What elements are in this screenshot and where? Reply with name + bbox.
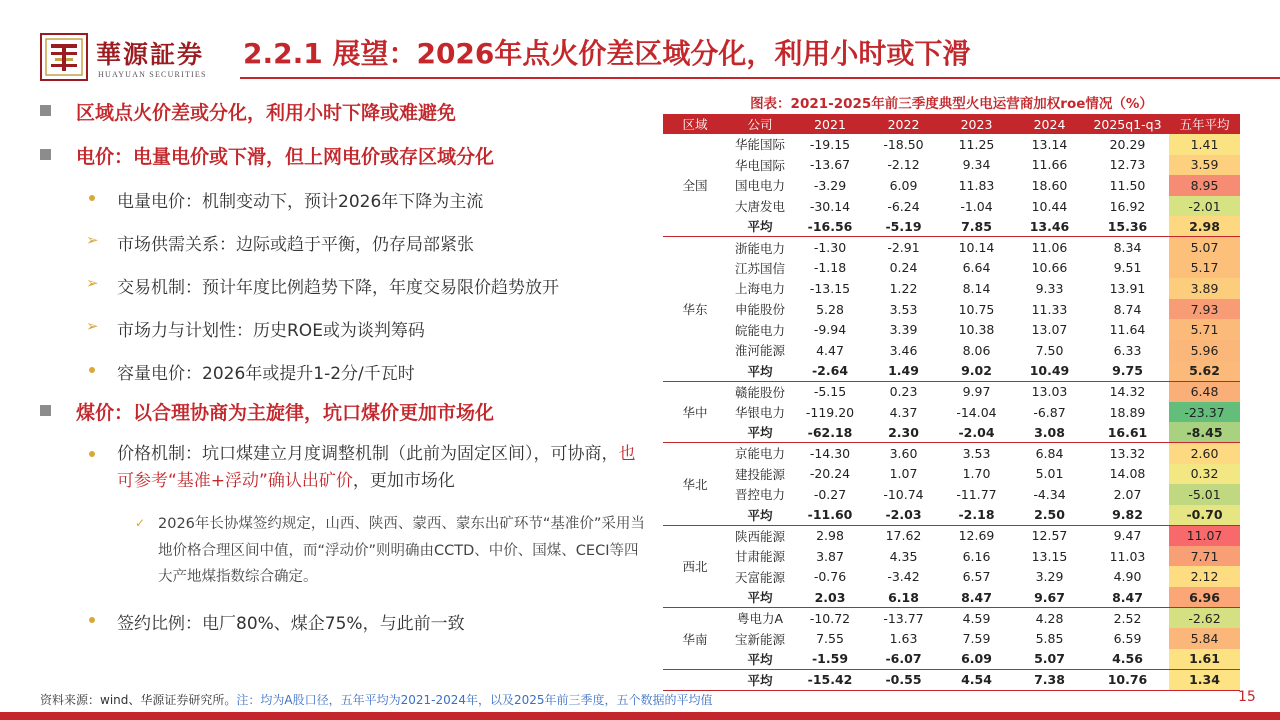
- value-cell: -1.30: [813, 240, 847, 256]
- value-cell: -20.24: [809, 466, 851, 482]
- table-header-row: [663, 114, 1240, 134]
- value-cell: 11.83: [958, 177, 995, 193]
- region-cell: 华中: [663, 381, 727, 443]
- value-cell: 10.38: [958, 322, 995, 338]
- value-cell: 10.14: [958, 240, 995, 256]
- five-year-average-cell: 7.71: [1169, 546, 1240, 567]
- square-bullet-icon: [40, 149, 51, 160]
- region-cell: 华南: [663, 608, 727, 670]
- five-year-average-cell: 8.95: [1169, 175, 1240, 196]
- average-value-cell: 3.08: [1013, 422, 1086, 443]
- five-year-average-cell: 5.96: [1169, 340, 1240, 361]
- value-cell: -19.15: [809, 136, 851, 152]
- table-row: [663, 566, 1240, 587]
- average-value-cell: 7.85: [940, 216, 1013, 237]
- value-cell: -10.74: [883, 486, 924, 502]
- value-cell: 17.62: [885, 528, 922, 544]
- value-cell: 10.66: [1031, 260, 1068, 276]
- value-cell: 6.09: [889, 177, 918, 193]
- table-row: [663, 134, 1240, 155]
- table-row: [663, 299, 1240, 320]
- square-bullet-icon: [40, 105, 51, 116]
- table-row: [663, 525, 1240, 546]
- value-cell: -30.14: [809, 198, 851, 214]
- value-cell: 9.97: [962, 384, 991, 400]
- value-cell: 9.47: [1113, 528, 1142, 544]
- average-value-cell: 9.75: [1086, 361, 1169, 382]
- value-cell: -0.27: [813, 486, 847, 502]
- value-cell: 5.28: [816, 301, 844, 317]
- average-value-cell: -1.59: [793, 649, 867, 670]
- value-cell: 9.33: [1035, 280, 1064, 296]
- region-cell: 华东: [663, 237, 727, 381]
- value-cell: -1.18: [813, 260, 847, 276]
- logo-english-name: HUAYUAN SECURITIES: [98, 70, 207, 79]
- value-cell: -6.24: [887, 198, 920, 214]
- value-cell: 11.64: [1109, 322, 1146, 338]
- five-year-average-cell: -23.37: [1169, 402, 1240, 423]
- value-cell: 8.06: [962, 342, 991, 358]
- company-cell: 京能电力: [734, 446, 785, 462]
- five-year-average-cell: 6.48: [1169, 381, 1240, 402]
- value-cell: 6.33: [1113, 342, 1142, 358]
- table-row: [663, 175, 1240, 196]
- logo-chinese-name: 華源証券: [96, 40, 205, 69]
- value-cell: 16.92: [1109, 198, 1146, 214]
- group-average-row: [663, 587, 1240, 608]
- company-cell: 甘肃能源: [734, 549, 785, 565]
- region-cell: 西北: [663, 525, 727, 607]
- table-header-cell: 2025q1-q3: [1086, 114, 1169, 134]
- roe-table: [663, 114, 1240, 691]
- dot-bullet-icon: [89, 195, 95, 201]
- value-cell: 11.06: [1031, 240, 1068, 256]
- table-header-cell: 2024: [1013, 114, 1086, 134]
- value-cell: 12.57: [1031, 528, 1068, 544]
- region-cell: 华北: [663, 443, 727, 525]
- value-cell: -11.77: [956, 486, 997, 502]
- five-year-average-cell: 2.12: [1169, 566, 1240, 587]
- average-value-cell: 6.09: [940, 649, 1013, 670]
- value-cell: 7.59: [962, 631, 991, 647]
- table-row: [663, 258, 1240, 279]
- average-value-cell: 9.02: [940, 361, 1013, 382]
- table-body: [663, 134, 1240, 690]
- bullet-electricity-price: 电价：电量电价或下滑，但上网电价或存区域分化: [76, 146, 495, 168]
- average-label-cell: 平均: [727, 422, 793, 443]
- bullet-longterm-contract: 2026年长协煤签约规定，山西、陕西、蒙西、蒙东出矿环节“基准价”采用当地价格合理区间中值，而“浮动价”则明确由CCTD、中价、国煤、CECI等四大产地煤指数综合确定。: [158, 516, 645, 585]
- value-cell: -5.15: [813, 384, 847, 400]
- value-cell: 6.57: [962, 569, 991, 585]
- value-cell: 10.75: [958, 301, 995, 317]
- average-label-cell: 平均: [727, 649, 793, 670]
- company-cell: 江苏国信: [734, 260, 785, 276]
- overall-average-row: [663, 669, 1240, 690]
- value-cell: 11.50: [1109, 177, 1146, 193]
- value-cell: 2.52: [1113, 610, 1142, 626]
- region-cell: 全国: [663, 134, 727, 237]
- value-cell: 2.07: [1113, 486, 1142, 502]
- average-value-cell: 8.47: [940, 587, 1013, 608]
- company-cell: 华电国际: [734, 157, 785, 173]
- region-cell: [663, 669, 727, 690]
- table-row: [663, 278, 1240, 299]
- value-cell: 3.53: [962, 445, 991, 461]
- table-row: [663, 546, 1240, 567]
- arrow-bullet-icon: ➢: [86, 231, 99, 249]
- average-value-cell: -2.64: [793, 361, 867, 382]
- value-cell: 10.44: [1031, 198, 1068, 214]
- average-value-cell: 5.07: [1013, 649, 1086, 670]
- value-cell: 8.34: [1113, 240, 1142, 256]
- group-average-row: [663, 505, 1240, 526]
- table-header-cell: 2022: [867, 114, 940, 134]
- bullet-energy-price: 电量电价：机制变动下，预计2026年下降为主流: [117, 192, 484, 212]
- value-cell: 6.59: [1113, 631, 1142, 647]
- value-cell: 20.29: [1109, 136, 1146, 152]
- value-cell: 11.25: [958, 136, 995, 152]
- value-cell: -18.50: [883, 136, 924, 152]
- average-label-cell: 平均: [727, 669, 793, 690]
- table-row: [663, 237, 1240, 258]
- value-cell: 3.53: [889, 301, 918, 317]
- company-cell: 宝新能源: [734, 631, 785, 647]
- table-row: [663, 319, 1240, 340]
- average-value-cell: 9.82: [1086, 505, 1169, 526]
- value-cell: 1.63: [889, 631, 918, 647]
- five-year-average-cell: 2.60: [1169, 443, 1240, 464]
- value-cell: 7.55: [816, 631, 844, 647]
- value-cell: -2.91: [887, 240, 920, 256]
- value-cell: 3.29: [1035, 569, 1064, 585]
- value-cell: 3.46: [889, 342, 918, 358]
- value-cell: 4.59: [962, 610, 991, 626]
- value-cell: 8.14: [962, 280, 991, 296]
- average-value-cell: 4.54: [940, 669, 1013, 690]
- value-cell: 11.03: [1109, 548, 1146, 564]
- value-cell: 1.07: [889, 466, 918, 482]
- average-value-cell: 16.61: [1086, 422, 1169, 443]
- value-cell: 13.91: [1109, 280, 1146, 296]
- company-cell: 申能股份: [734, 302, 785, 318]
- value-cell: 0.24: [889, 260, 918, 276]
- five-year-average-cell: 5.84: [1169, 628, 1240, 649]
- dot-bullet-icon: [89, 451, 95, 457]
- value-cell: 13.14: [1031, 136, 1068, 152]
- value-cell: 9.51: [1113, 260, 1142, 276]
- value-cell: -9.94: [813, 322, 847, 338]
- bottom-bar: [0, 712, 1280, 720]
- value-cell: 13.07: [1031, 322, 1068, 338]
- company-cell: 华银电力: [734, 405, 785, 421]
- pricing-mechanism-highlight: 也可参考“基准+浮动”确认出矿价: [117, 444, 636, 491]
- value-cell: 0.23: [889, 384, 918, 400]
- company-cell: 华能国际: [734, 137, 785, 153]
- average-value-cell: -2.18: [940, 505, 1013, 526]
- huayuan-logo-icon: [40, 33, 88, 81]
- value-cell: 18.60: [1031, 177, 1068, 193]
- value-cell: 11.66: [1031, 157, 1068, 173]
- value-cell: 9.34: [962, 157, 991, 173]
- check-bullet-icon: ✓: [135, 516, 146, 530]
- five-year-average-cell: -8.45: [1169, 422, 1240, 443]
- five-year-average-cell: 5.71: [1169, 319, 1240, 340]
- value-cell: 13.32: [1109, 445, 1146, 461]
- five-year-average-cell: -0.70: [1169, 505, 1240, 526]
- five-year-average-cell: 5.62: [1169, 361, 1240, 382]
- table-header-cell: 2023: [940, 114, 1013, 134]
- value-cell: 6.84: [1035, 445, 1064, 461]
- value-cell: -10.72: [809, 610, 851, 626]
- table-header-cell: 2021: [793, 114, 867, 134]
- value-cell: 4.37: [889, 404, 918, 420]
- value-cell: 2.98: [816, 528, 844, 544]
- value-cell: -13.15: [809, 280, 851, 296]
- value-cell: 4.35: [889, 548, 918, 564]
- value-cell: -3.29: [813, 177, 847, 193]
- value-cell: 12.69: [958, 528, 995, 544]
- average-value-cell: -2.03: [867, 505, 940, 526]
- footnote-text: 注：均为A股口径，五年平均为2021-2024年，以及2025年前三季度，五个数据的平均值: [236, 693, 713, 707]
- five-year-average-cell: 1.34: [1169, 669, 1240, 690]
- value-cell: 4.90: [1113, 569, 1142, 585]
- table-row: [663, 340, 1240, 361]
- average-value-cell: -2.04: [940, 422, 1013, 443]
- company-cell: 天富能源: [734, 569, 785, 585]
- average-value-cell: 6.18: [867, 587, 940, 608]
- value-cell: 14.08: [1109, 466, 1146, 482]
- value-cell: -13.77: [883, 610, 924, 626]
- five-year-average-cell: 5.07: [1169, 237, 1240, 258]
- value-cell: 7.50: [1035, 342, 1064, 358]
- average-label-cell: 平均: [727, 216, 793, 237]
- square-bullet-icon: [40, 405, 51, 416]
- company-cell: 国电电力: [734, 178, 785, 194]
- value-cell: -14.04: [956, 404, 997, 420]
- value-cell: -0.76: [813, 569, 847, 585]
- arrow-bullet-icon: ➢: [86, 274, 99, 292]
- value-cell: 18.89: [1109, 404, 1146, 420]
- company-cell: 浙能电力: [734, 240, 785, 256]
- average-value-cell: -11.60: [793, 505, 867, 526]
- value-cell: 3.60: [889, 445, 918, 461]
- average-label-cell: 平均: [727, 361, 793, 382]
- company-cell: 淮河能源: [734, 343, 785, 359]
- value-cell: -13.67: [809, 157, 851, 173]
- table-row: [663, 484, 1240, 505]
- five-year-average-cell: -2.62: [1169, 608, 1240, 629]
- bullet-pricing-mechanism: [117, 441, 637, 495]
- average-value-cell: 8.47: [1086, 587, 1169, 608]
- average-value-cell: -0.55: [867, 669, 940, 690]
- table-row: [663, 155, 1240, 176]
- average-value-cell: -6.07: [867, 649, 940, 670]
- five-year-average-cell: 3.59: [1169, 155, 1240, 176]
- table-row: [663, 196, 1240, 217]
- average-value-cell: 13.46: [1013, 216, 1086, 237]
- five-year-average-cell: 1.61: [1169, 649, 1240, 670]
- value-cell: 5.85: [1035, 631, 1064, 647]
- value-cell: 6.64: [962, 260, 991, 276]
- dot-bullet-icon: [89, 367, 95, 373]
- average-value-cell: 10.49: [1013, 361, 1086, 382]
- value-cell: 4.28: [1035, 610, 1064, 626]
- value-cell: 1.70: [962, 466, 991, 482]
- average-value-cell: 2.03: [793, 587, 867, 608]
- group-average-row: [663, 649, 1240, 670]
- five-year-average-cell: 7.93: [1169, 299, 1240, 320]
- value-cell: -3.42: [887, 569, 920, 585]
- table-row: [663, 402, 1240, 423]
- value-cell: 13.15: [1031, 548, 1068, 564]
- average-value-cell: 1.49: [867, 361, 940, 382]
- table-row: [663, 381, 1240, 402]
- value-cell: 4.47: [816, 342, 844, 358]
- value-cell: -14.30: [809, 445, 851, 461]
- average-value-cell: 2.50: [1013, 505, 1086, 526]
- average-value-cell: 2.30: [867, 422, 940, 443]
- value-cell: 6.16: [962, 548, 991, 564]
- page-number: 15: [1238, 689, 1256, 705]
- value-cell: 14.32: [1109, 384, 1146, 400]
- average-label-cell: 平均: [727, 505, 793, 526]
- average-value-cell: -5.19: [867, 216, 940, 237]
- company-cell: 赣能股份: [734, 384, 785, 400]
- table-header-cell: 五年平均: [1169, 114, 1240, 134]
- company-cell: 上海电力: [734, 281, 785, 297]
- pricing-mechanism-tail: ，更加市场化: [352, 471, 455, 491]
- table-title: 图表：2021-2025年前三季度典型火电运营商加权roe情况（%）: [750, 96, 1153, 112]
- average-value-cell: 9.67: [1013, 587, 1086, 608]
- average-value-cell: -16.56: [793, 216, 867, 237]
- source-text: 资料来源：wind、华源证券研究所。: [40, 693, 237, 707]
- bullet-regional-spread: 区域点火价差或分化，利用小时下降或难避免: [76, 102, 457, 124]
- average-value-cell: -15.42: [793, 669, 867, 690]
- value-cell: -4.34: [1033, 486, 1066, 502]
- bullet-coal-price: 煤价：以合理协商为主旋律，坑口煤价更加市场化: [76, 402, 495, 424]
- table-header-cell: 区域: [663, 114, 727, 134]
- value-cell: -119.20: [805, 404, 855, 420]
- value-cell: 1.22: [889, 280, 918, 296]
- average-value-cell: 4.56: [1086, 649, 1169, 670]
- bullet-supply-demand: 市场供需关系：边际或趋于平衡，仍存局部紧张: [117, 235, 474, 255]
- five-year-average-cell: 3.89: [1169, 278, 1240, 299]
- group-average-row: [663, 216, 1240, 237]
- bullet-capacity-price: 容量电价：2026年或提升1-2分/千瓦时: [117, 364, 415, 384]
- value-cell: -6.87: [1033, 404, 1066, 420]
- group-average-row: [663, 422, 1240, 443]
- bullet-market-power: 市场力与计划性：历史ROE或为谈判筹码: [117, 321, 425, 341]
- group-average-row: [663, 361, 1240, 382]
- table-row: [663, 443, 1240, 464]
- page-title: 2.2.1 展望：2026年点火价差区域分化，利用小时或下滑: [243, 37, 971, 70]
- average-label-cell: 平均: [727, 587, 793, 608]
- value-cell: -2.12: [887, 157, 920, 173]
- value-cell: -1.04: [960, 198, 993, 214]
- company-cell: 粤电力A: [736, 611, 784, 627]
- value-cell: 13.03: [1031, 384, 1068, 400]
- average-value-cell: 15.36: [1086, 216, 1169, 237]
- value-cell: 11.33: [1031, 301, 1068, 317]
- five-year-average-cell: -2.01: [1169, 196, 1240, 217]
- table-row: [663, 464, 1240, 485]
- average-value-cell: -62.18: [793, 422, 867, 443]
- five-year-average-cell: 0.32: [1169, 464, 1240, 485]
- value-cell: 12.73: [1109, 157, 1146, 173]
- five-year-average-cell: 2.98: [1169, 216, 1240, 237]
- huayuan-logo: [40, 33, 240, 83]
- source-note: [40, 691, 713, 708]
- bullet-trading-mechanism: 交易机制：预计年度比例趋势下降，年度交易限价趋势放开: [117, 278, 559, 298]
- value-cell: 3.39: [889, 322, 918, 338]
- company-cell: 建投能源: [734, 466, 785, 482]
- company-cell: 大唐发电: [734, 199, 785, 215]
- five-year-average-cell: 6.96: [1169, 587, 1240, 608]
- company-cell: 陕西能源: [734, 528, 785, 544]
- five-year-average-cell: 5.17: [1169, 258, 1240, 279]
- value-cell: 8.74: [1113, 301, 1142, 317]
- pricing-mechanism-text: 价格机制：坑口煤建立月度调整机制（此前为固定区间），可协商，: [117, 444, 619, 464]
- company-cell: 晋控电力: [734, 487, 785, 503]
- five-year-average-cell: -5.01: [1169, 484, 1240, 505]
- arrow-bullet-icon: ➢: [86, 317, 99, 335]
- average-value-cell: 7.38: [1013, 669, 1086, 690]
- value-cell: 3.87: [816, 548, 844, 564]
- title-divider: [240, 77, 1280, 79]
- five-year-average-cell: 1.41: [1169, 134, 1240, 155]
- table-row: [663, 628, 1240, 649]
- table-row: [663, 608, 1240, 629]
- bullet-signing-ratio: 签约比例：电厂80%、煤企75%，与此前一致: [117, 614, 465, 634]
- value-cell: 5.01: [1035, 466, 1064, 482]
- five-year-average-cell: 11.07: [1169, 525, 1240, 546]
- average-value-cell: 10.76: [1086, 669, 1169, 690]
- dot-bullet-icon: [89, 617, 95, 623]
- table-header-cell: 公司: [727, 114, 793, 134]
- company-cell: 皖能电力: [734, 322, 785, 338]
